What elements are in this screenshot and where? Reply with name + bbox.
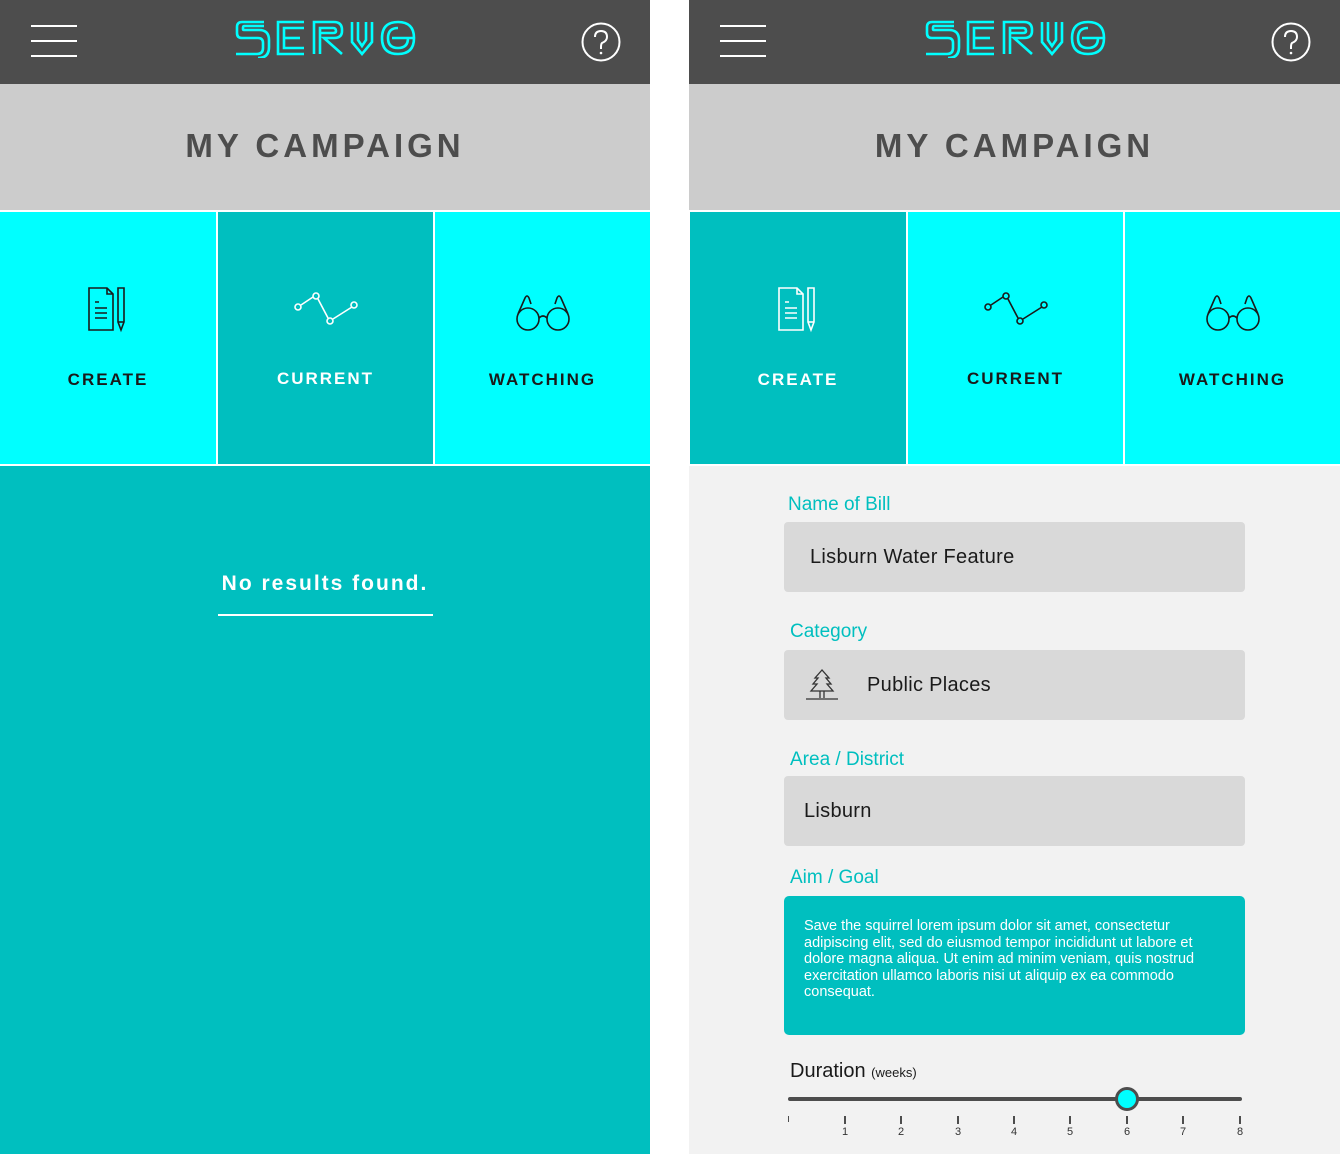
slider-tick-label: 4 bbox=[1010, 1126, 1018, 1138]
glasses-icon bbox=[513, 284, 573, 334]
help-question-icon[interactable] bbox=[581, 22, 621, 62]
area-district-label: Area / District bbox=[790, 749, 905, 770]
servo-logo-icon bbox=[924, 18, 1106, 58]
duration-slider-thumb[interactable] bbox=[1115, 1087, 1139, 1111]
slider-tick-0 bbox=[788, 1116, 789, 1122]
aim-goal-label: Aim / Goal bbox=[790, 867, 879, 888]
tab-create-label: CREATE bbox=[67, 370, 149, 389]
document-pen-icon bbox=[773, 284, 823, 334]
app-header bbox=[689, 0, 1340, 84]
page-title-bar bbox=[689, 84, 1340, 210]
tab-watching[interactable] bbox=[435, 212, 650, 464]
slider-tick bbox=[1182, 1116, 1184, 1124]
tree-icon bbox=[804, 668, 840, 708]
duration-slider-track[interactable] bbox=[788, 1097, 1242, 1101]
tab-current-label: CURRENT bbox=[276, 369, 375, 388]
campaign-results-area bbox=[0, 466, 650, 1154]
aim-goal-textarea[interactable] bbox=[784, 896, 1245, 1035]
campaign-tabs bbox=[0, 210, 650, 466]
servo-logo bbox=[0, 18, 650, 66]
tab-watching[interactable] bbox=[1125, 212, 1340, 464]
create-campaign-form bbox=[689, 466, 1340, 1154]
glasses-icon bbox=[1203, 284, 1263, 334]
tab-current[interactable] bbox=[218, 212, 433, 464]
duration-label bbox=[790, 1060, 917, 1083]
slider-tick-label: 2 bbox=[897, 1126, 905, 1138]
slider-tick bbox=[1069, 1116, 1071, 1124]
slider-tick bbox=[957, 1116, 959, 1124]
category-value: Public Places bbox=[867, 673, 991, 696]
slider-tick-label: 6 bbox=[1123, 1126, 1131, 1138]
document-pen-icon bbox=[83, 284, 133, 334]
line-chart-icon bbox=[983, 284, 1049, 334]
category-select[interactable] bbox=[784, 650, 1245, 720]
slider-tick-label: 1 bbox=[841, 1126, 849, 1138]
tab-current[interactable] bbox=[908, 212, 1123, 464]
empty-state-message: No results found. bbox=[221, 572, 429, 595]
slider-tick-label: 8 bbox=[1236, 1126, 1244, 1138]
category-label: Category bbox=[790, 621, 868, 642]
name-of-bill-label: Name of Bill bbox=[788, 494, 891, 515]
slider-tick bbox=[1239, 1116, 1241, 1124]
area-district-input[interactable] bbox=[784, 776, 1245, 846]
aim-goal-value: Save the squirrel lorem ipsum dolor sit amet, consectetur adipiscing elit, sed do eiusmod tempor incididunt ut labore et dolore magna aliqua. Ut enim ad minim veniam, quis nostrud exercitation ullamco laboris nisi ut aliquip ex ea commodo consequat. bbox=[804, 918, 1195, 1000]
page-title: MY CAMPAIGN bbox=[185, 127, 465, 164]
page-title: MY CAMPAIGN bbox=[874, 127, 1155, 164]
empty-state-underline bbox=[218, 614, 433, 616]
slider-tick bbox=[1013, 1116, 1015, 1124]
page-title-bar bbox=[0, 84, 650, 210]
servo-logo-icon bbox=[234, 18, 416, 58]
screen-current-campaigns bbox=[0, 0, 650, 1154]
name-of-bill-value: Lisburn Water Feature bbox=[810, 545, 1015, 568]
servo-logo bbox=[689, 18, 1340, 66]
area-district-value: Lisburn bbox=[804, 799, 872, 822]
slider-tick-label: 5 bbox=[1066, 1126, 1074, 1138]
screen-create-campaign bbox=[689, 0, 1340, 1154]
tab-create-label: CREATE bbox=[757, 370, 839, 389]
line-chart-icon bbox=[293, 284, 359, 334]
tab-watching-label: WATCHING bbox=[1178, 370, 1287, 389]
app-header bbox=[0, 0, 650, 84]
slider-tick bbox=[1126, 1116, 1128, 1124]
slider-tick bbox=[900, 1116, 902, 1124]
slider-tick-label: 7 bbox=[1179, 1126, 1187, 1138]
tab-watching-label: WATCHING bbox=[488, 370, 597, 389]
campaign-tabs bbox=[689, 210, 1340, 466]
slider-tick bbox=[844, 1116, 846, 1124]
tab-current-label: CURRENT bbox=[966, 369, 1065, 388]
duration-unit: (weeks) bbox=[871, 1065, 917, 1080]
name-of-bill-input[interactable] bbox=[784, 522, 1245, 592]
duration-label-text: Duration bbox=[790, 1060, 866, 1082]
tab-create[interactable] bbox=[0, 212, 216, 464]
tab-create[interactable] bbox=[690, 212, 906, 464]
slider-tick-label: 3 bbox=[954, 1126, 962, 1138]
help-question-icon[interactable] bbox=[1271, 22, 1311, 62]
